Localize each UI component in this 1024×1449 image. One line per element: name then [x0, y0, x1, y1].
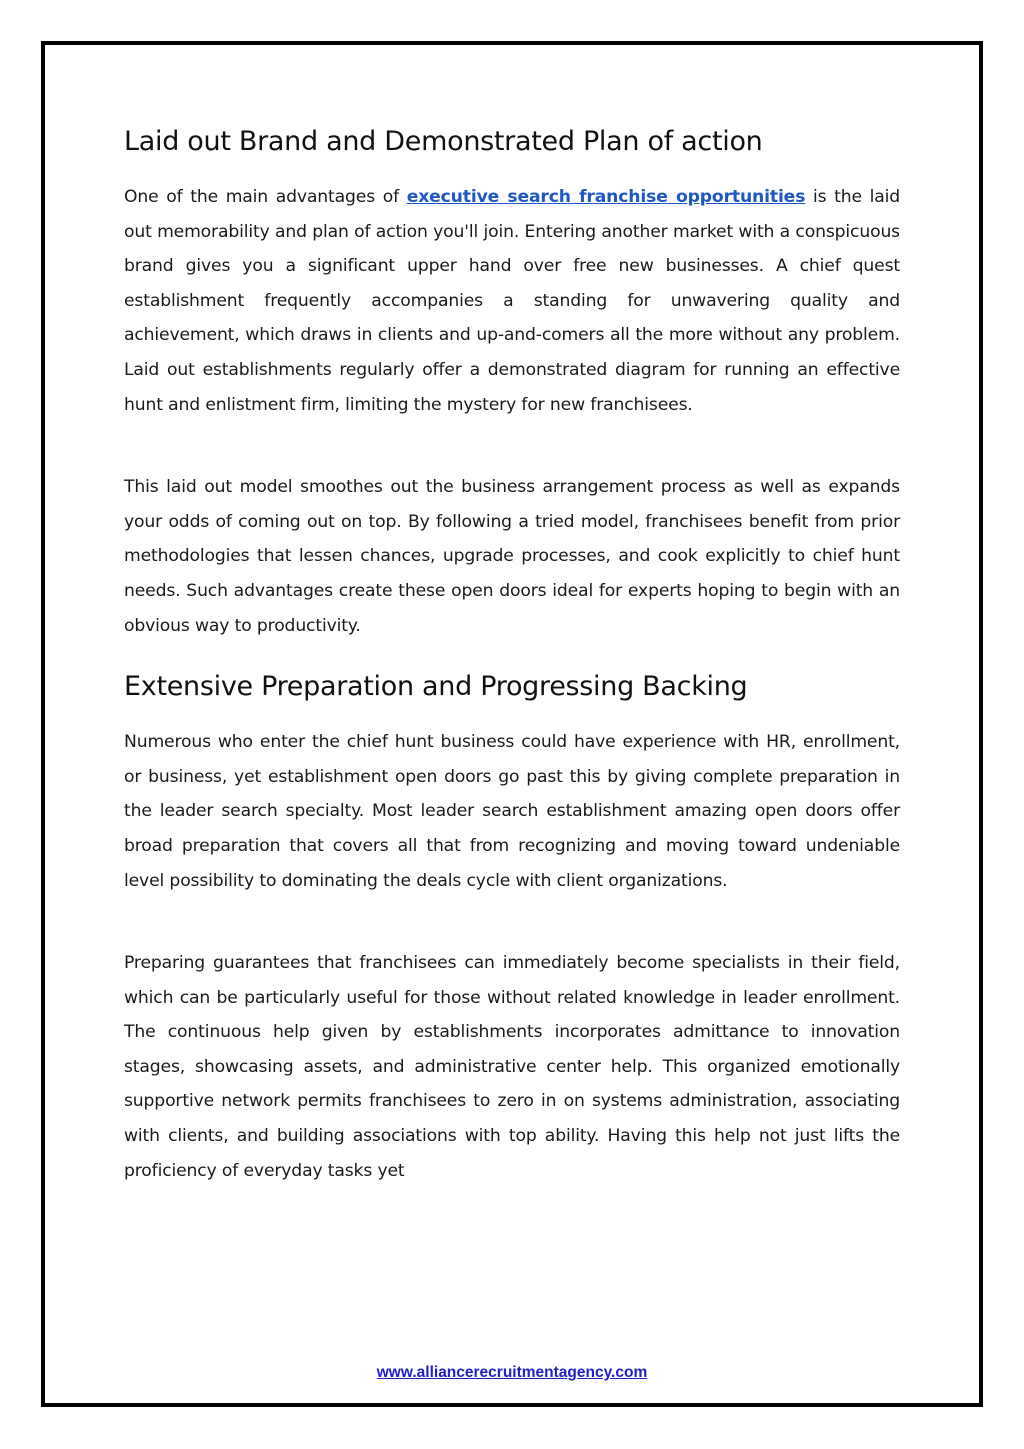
document-body: [124, 120, 900, 1188]
paragraph: Preparing guarantees that franchisees can immediately become specialists in their field, which can be particularly useful for those without related knowledge in leader enrollment. The continuous help given by establishments incorporates admittance to innovation stages, showcasing assets, and administrative center help. This organized emotionally supportive network permits franchisees to zero in on systems administration, associating with clients, and building associations with top ability. Having this help not just lifts the proficiency of everyday tasks yet: [124, 953, 900, 1181]
spacer: [124, 422, 900, 470]
paragraph-text: is the laid out memorability and plan of action you'll join. Entering another market with a conspicuous brand gives you a significant upper hand over free new businesses. A chief quest establishment frequently accompanies a standing for unwavering quality and achievement, which draws in clients and up-and-comers all the more without any problem. Laid out establishments regularly offer a demonstrated diagram for running an effective hunt and enlistment firm, limiting the mystery for new franchisees.: [124, 187, 900, 415]
section-heading-training: Extensive Preparation and Progressing Backing: [124, 671, 748, 703]
section-heading-brand: Laid out Brand and Demonstrated Plan of action: [124, 126, 763, 157]
spacer: [124, 898, 900, 946]
paragraph: Numerous who enter the chief hunt business could have experience with HR, enrollment, or business, yet establishment open doors go past this by giving complete preparation in the leader search specialty. Most leader search establishment amazing open doors offer broad preparation that covers all that from recognizing and moving toward undeniable level possibility to dominating the deals cycle with client organizations.: [124, 732, 900, 891]
paragraph: This laid out model smoothes out the business arrangement process as well as expands your odds of coming out on top. By following a tried model, franchisees benefit from prior methodologies that lessen chances, upgrade processes, and cook explicitly to chief hunt needs. Such advantages create these open doors ideal for experts hoping to begin with an obvious way to productivity.: [124, 477, 900, 636]
paragraph: [124, 180, 900, 422]
executive-search-franchise-link[interactable]: executive search franchise opportunities: [406, 187, 806, 207]
spacer: [124, 643, 900, 665]
paragraph-text: One of the main advantages of: [124, 187, 407, 207]
footer-website-link[interactable]: www.alliancerecruitmentagency.com: [376, 1364, 648, 1381]
